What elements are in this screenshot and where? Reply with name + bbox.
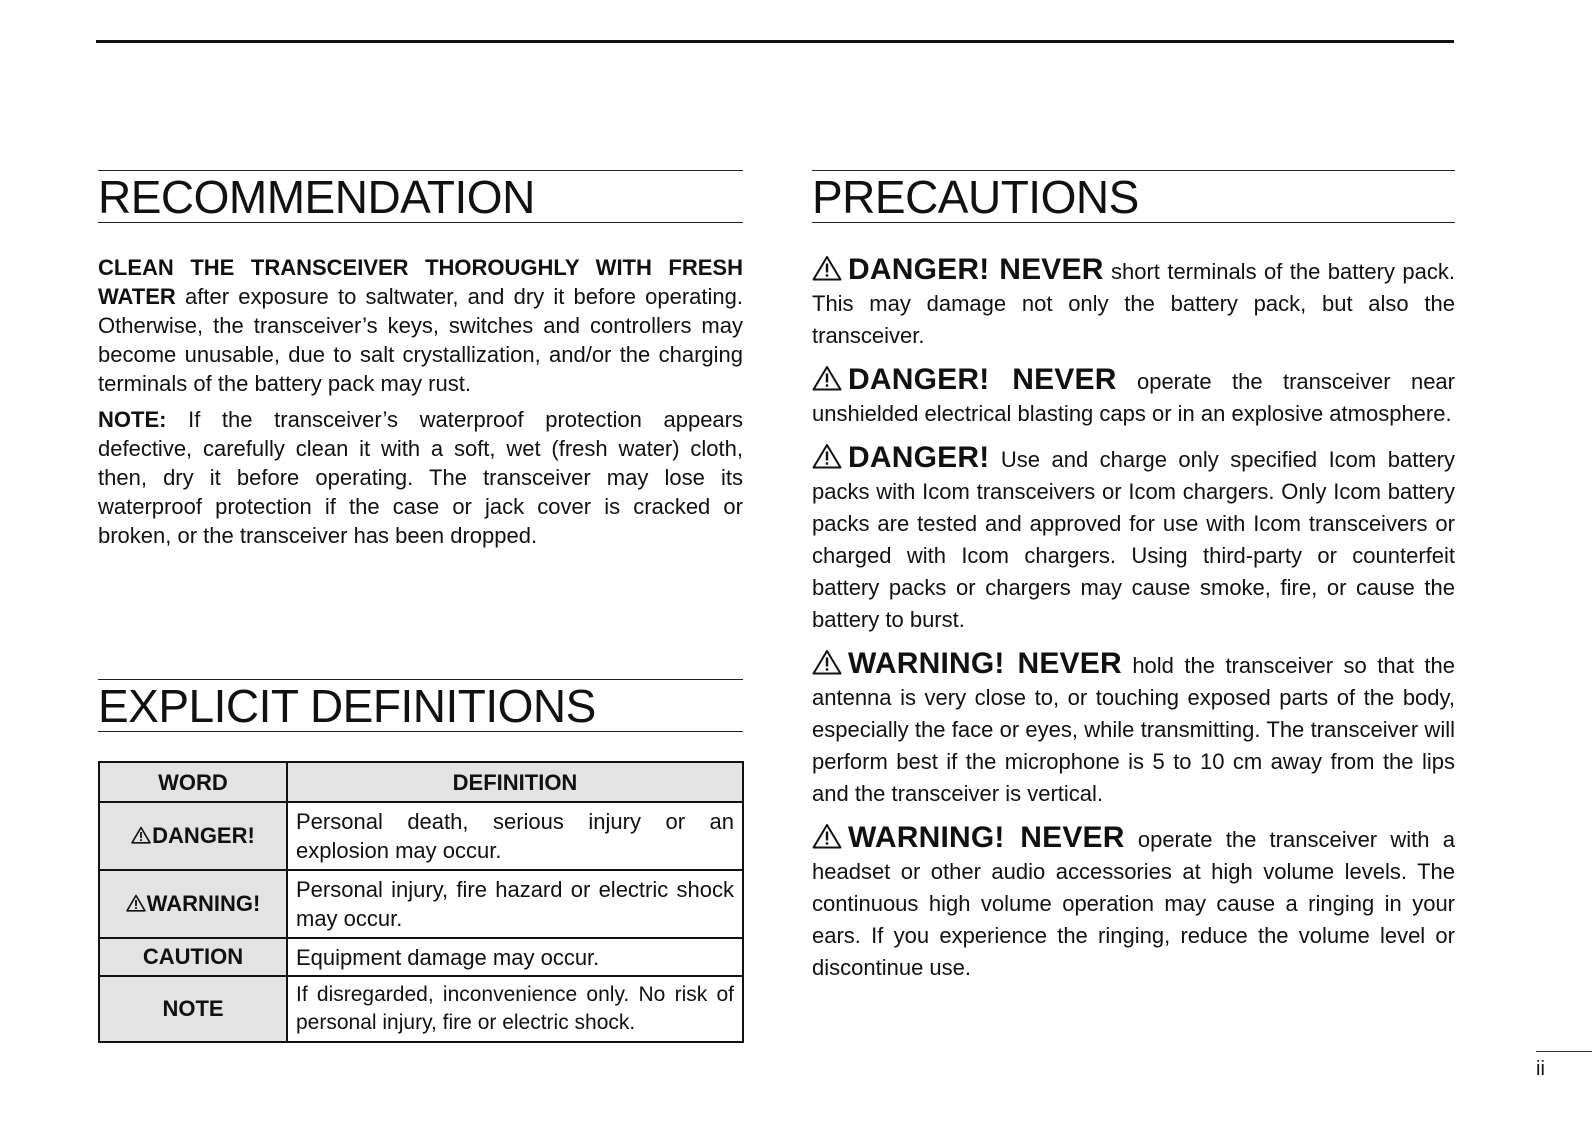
warning-triangle-icon (812, 443, 842, 469)
note-label: NOTE: (98, 407, 167, 432)
precaution-lead: WARNING! NEVER (848, 821, 1125, 854)
precaution-lead: DANGER! NEVER (848, 363, 1117, 396)
word-cell (99, 870, 287, 938)
precaution-item (812, 254, 1455, 352)
precaution-lead: DANGER! NEVER (848, 253, 1104, 286)
precaution-item (812, 822, 1455, 984)
recommendation-text: after exposure to saltwater, and dry it before operating. Otherwise, the transceiver’s keys, switches and controllers may become unusable, due to salt crystallization, and/or the charging terminals of the battery pack may rust. (98, 284, 743, 396)
table-row (99, 938, 743, 976)
word-cell: NOTE (99, 976, 287, 1042)
page-number: ii (1536, 1058, 1545, 1080)
note-text: If the transceiver’s waterproof protection appears defective, carefully clean it with a soft, wet (fresh water) cloth, then, dry it before operating. The transceiver may lose its waterproof protection if the case or jack cover is cracked or broken, or the transceiver has been dropped. (98, 407, 743, 548)
precautions-title: PRECAUTIONS (812, 170, 1455, 223)
definition-cell: If disregarded, inconvenience only. No risk of personal injury, fire or electric shock. (287, 976, 743, 1042)
warning-triangle-icon (812, 365, 842, 391)
precaution-item (812, 364, 1455, 430)
word-text: DANGER! (152, 823, 255, 848)
definitions-title: EXPLICIT DEFINITIONS (98, 679, 743, 732)
recommendation-paragraph (98, 253, 743, 398)
recommendation-section (98, 170, 743, 550)
precaution-text: hold the transceiver so that the antenna is very close to, or touching exposed parts of the body, especially the face or eyes, while transmitting. The transceiver will perform best if the microphone is 5 to 10 cm away from the lips and the transceiver is vertical. (812, 653, 1455, 806)
table-row (99, 976, 743, 1042)
header-word: WORD (99, 762, 287, 802)
warning-triangle-icon (812, 823, 842, 849)
warning-triangle-icon (812, 255, 842, 281)
header-definition: DEFINITION (287, 762, 743, 802)
definitions-table (98, 761, 744, 1043)
definitions-section (98, 679, 743, 1043)
word-text: WARNING! (146, 891, 261, 916)
word-cell (99, 802, 287, 870)
table-header-row (99, 762, 743, 802)
precaution-text: Use and charge only specified Icom battery packs with Icom transceivers or Icom chargers. Only Icom battery packs are tested and approved for use with Icom transceivers or charged with Icom chargers. Using third-party or counterfeit battery packs or chargers may cause smoke, fire, or cause the battery to burst. (812, 447, 1455, 632)
warning-triangle-icon (126, 894, 146, 912)
precaution-lead: DANGER! (848, 441, 990, 474)
precaution-text: short terminals of the battery pack. This may damage not only the battery pack, but also the transceiver. (812, 259, 1455, 348)
recommendation-note (98, 405, 743, 550)
precaution-text: operate the transceiver with a headset or other audio accessories at high volume levels. The continuous high volume operation may cause a ringing in your ears. If you experience the ringing, reduce the volume level or discontinue use. (812, 827, 1455, 980)
word-cell: CAUTION (99, 938, 287, 976)
recommendation-title: RECOMMENDATION (98, 170, 743, 223)
warning-triangle-icon (812, 649, 842, 675)
precautions-section (812, 170, 1455, 984)
table-row (99, 870, 743, 938)
precaution-lead: WARNING! NEVER (848, 647, 1122, 680)
top-rule (96, 40, 1454, 43)
recommendation-bold-lead: CLEAN THE TRANSCEIVER THOROUGHLY WITH FRESH WATER (98, 255, 743, 309)
table-row (99, 802, 743, 870)
page-number-rule (1536, 1051, 1592, 1052)
definition-cell: Equipment damage may occur. (287, 938, 743, 976)
precaution-text: operate the transceiver near unshielded electrical blasting caps or in an explosive atmosphere. (812, 369, 1455, 426)
definition-cell: Personal death, serious injury or an explosion may occur. (287, 802, 743, 870)
precaution-item (812, 648, 1455, 810)
definition-cell: Personal injury, fire hazard or electric shock may occur. (287, 870, 743, 938)
precaution-item (812, 442, 1455, 636)
warning-triangle-icon (131, 826, 151, 844)
